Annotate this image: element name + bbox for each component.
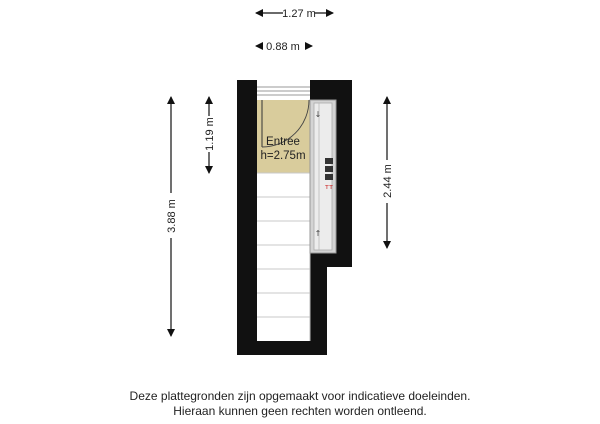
dimension-top-inner (256, 41, 312, 53)
arrow-up-icon: ↑ (314, 229, 322, 238)
dimension-top-outer-label: 1.27 m (282, 8, 316, 20)
staircase (257, 173, 310, 341)
dimension-top-outer (256, 8, 333, 20)
electrical-meter-icon (325, 158, 333, 191)
dimension-top-inner-label: 0.88 m (266, 41, 300, 53)
room-height: h=2.75m (260, 150, 306, 162)
room-name: Entree (266, 136, 300, 148)
arrow-down-icon: ↓ (314, 110, 322, 119)
disclaimer-line-2: Hieraan kunnen geen rechten worden ontleend. (173, 404, 427, 418)
dimension-left-total-label: 3.88 m (166, 199, 178, 233)
disclaimer-line-1: Deze plattegronden zijn opgemaakt voor indicatieve doeleinden. (129, 389, 471, 403)
dimension-left-entree (204, 97, 216, 173)
dimension-right (382, 97, 394, 248)
svg-text:ᴛᴛ: ᴛᴛ (324, 183, 334, 191)
dimension-right-label: 2.44 m (382, 164, 394, 198)
front-door (257, 80, 310, 100)
meter-cabinet (310, 100, 336, 253)
dimension-left-total (166, 97, 178, 336)
dimension-left-entree-label: 1.19 m (204, 117, 216, 151)
